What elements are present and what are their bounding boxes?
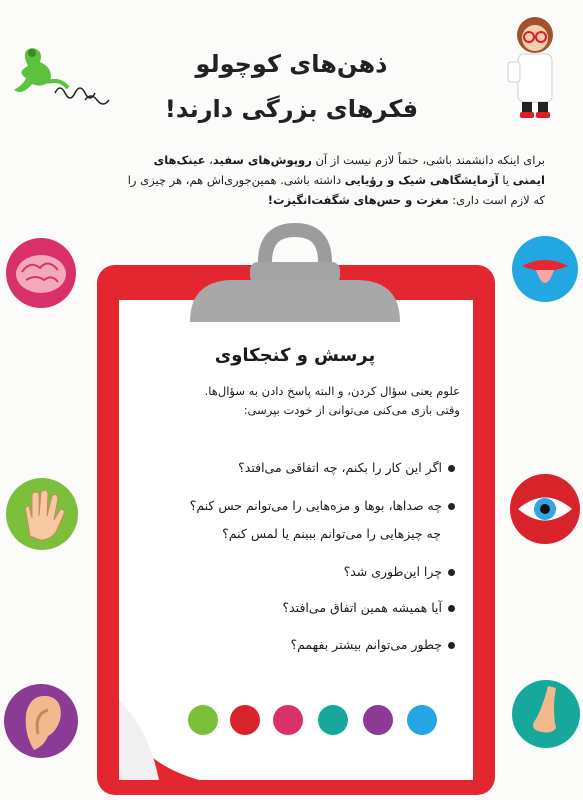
nose-icon xyxy=(512,680,580,748)
page-title-line2: فکرهای بزرگی دارند! xyxy=(164,95,419,123)
question-item: اگر این کار را بکنم، چه اتفاقی می‌افتد؟ xyxy=(130,460,455,475)
ear-icon xyxy=(363,705,393,735)
eye-icon xyxy=(230,705,260,735)
eye-icon xyxy=(510,474,580,544)
questions-description: علوم یعنی سؤال کردن، و البته پاسخ دادن به سؤال‌ها. وقتی بازی می‌کنی می‌توانی از خودت بپرسی: xyxy=(204,384,460,417)
brain-icon xyxy=(273,705,303,735)
question-item: آیا همیشه همین اتفاق می‌افتد؟ xyxy=(130,600,455,615)
nose-icon xyxy=(318,705,348,735)
brain-icon xyxy=(6,238,76,308)
question-item-continued: چه چیزهایی را می‌توانم ببینم یا لمس کنم؟ xyxy=(222,526,441,541)
question-item: چطور می‌توانم بیشتر بفهمم؟ xyxy=(130,637,455,652)
question-item: چرا این‌طوری شد؟ xyxy=(130,564,455,579)
intro-paragraph: برای اینکه دانشمند باشی، حتماً لازم نیست از آن روپوش‌های سفید، عینک‌های ایمنی یا آزمایشگاهی شیک و رؤیایی داشته باشی. همین‌جوری‌اش هم، هر چیزی را که لازم است داری: مغزت و حس‌های شگفت‌انگیزت! xyxy=(127,153,545,207)
clipboard-clip xyxy=(180,222,410,332)
tongue-icon xyxy=(512,236,578,302)
page-title-line1: ذهن‌های کوچولو xyxy=(195,50,388,78)
question-item: چه صداها، بوها و مزه‌هایی را می‌توانم حس کنم؟ xyxy=(130,498,455,513)
hand-icon xyxy=(188,705,218,735)
tongue-icon xyxy=(407,705,437,735)
questions-heading: پرسش و کنجکاوی xyxy=(214,345,376,366)
page-curl xyxy=(119,700,199,780)
hand-icon xyxy=(6,478,78,550)
ear-icon xyxy=(4,684,78,758)
